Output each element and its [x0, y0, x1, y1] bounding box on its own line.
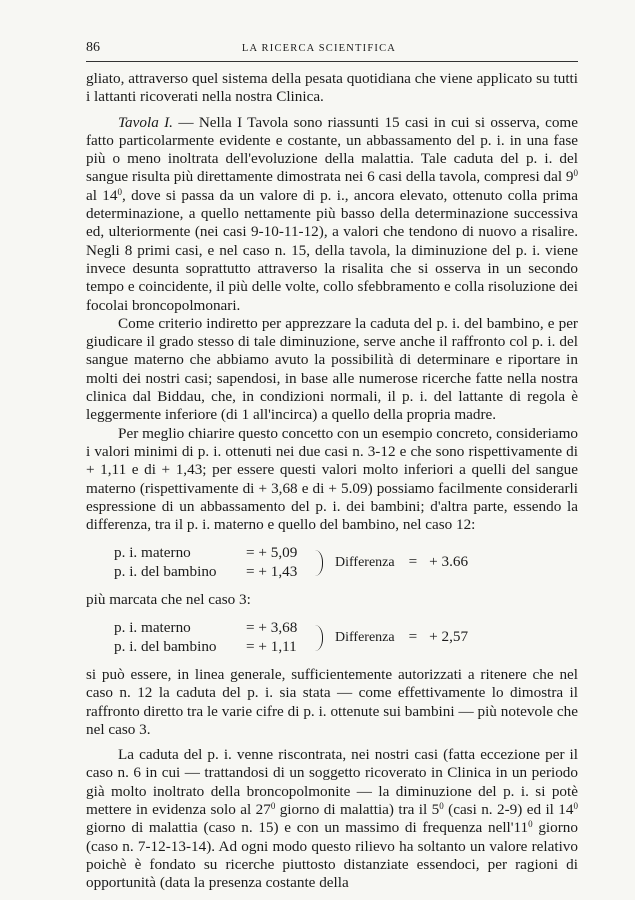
header-rule	[86, 61, 578, 62]
bambino-label: p. i. del bambino	[114, 562, 217, 580]
difference: Differenza = + 3.66	[335, 553, 469, 571]
page-number: 86	[86, 40, 100, 55]
paragraph-conclusione: si può essere, in linea generale, sufficientemente autorizzati a ritenere che nel caso n. 12 la caduta del p. i. sia stata — come effettivamente lo dimostra il raffronto diretto tra le varie cifre di p. i. ottenute sui bambini — più notevole che nel caso 3.	[86, 665, 578, 738]
comparison-case-3	[114, 619, 578, 656]
paragraph-caduta: La caduta del p. i. venne riscontrata, nei nostri casi (fatta eccezione per il caso n. 6 in cui — trattandosi di un soggetto ricoverato in Clinica in un periodo già molto inoltrato della broncopolmonite — la diminuzione del p. i. si potè mettere in evidenza solo al $27^0$ giorno di malattia) tra il $5^0$ (casi n. 2-9) ed il $14^0$ giorno di malattia (caso n. 15) e con un massimo di frequenza $nell'11^0$ giorno (caso n. 7-12-13-14). Ad ogni modo questo rilievo ha soltanto un valore relativo poichè è fondato su ricerche piuttosto distanziate essendoci, per ragioni di opportunità (data la presenza costante della	[86, 746, 578, 892]
materno-value: = + 5,09	[246, 544, 298, 562]
difference-label: Differenza	[335, 629, 395, 645]
body-text	[86, 70, 578, 892]
paragraph-criterio: Come criterio indiretto per apprezzare la caduta del p. i. del bambino, e per giudicare il grado stesso di tale diminuzione, serve anche il raffronto col p. i. del sangue materno che abbiamo avuto la possibilità di determinare e riportare in molti dei nostri casi; sapendosi, in base alle numerose ricerche fatte nella nostra clinica dal Biddau, che, in condizioni normali, il p. i. del lattante di regola è leggermente inferiore (di 1 all'incirca) a quello della propria madre.	[86, 314, 578, 424]
bambino-value: = + 1,43	[246, 562, 298, 580]
paragraph-continuation: gliato, attraverso quel sistema della pesata quotidiana che viene applicato su tutti i lattanti ricoverati nella nostra Clinica.	[86, 70, 578, 106]
running-title: LA RICERCA SCIENTIFICA	[241, 43, 397, 54]
difference-value: + 3.66	[429, 553, 469, 571]
brace-icon	[314, 550, 323, 576]
brace-icon	[314, 625, 323, 651]
comparison-case-12	[114, 544, 578, 581]
paragraph-caso-3: più marcata che nel caso 3:	[86, 591, 251, 609]
difference-label: Differenza	[335, 555, 395, 571]
materno-label: p. i. materno	[114, 544, 191, 562]
bambino-value: = + 1,11	[246, 637, 297, 655]
difference: Differenza = + 2,57	[335, 627, 469, 645]
page-header	[86, 40, 578, 56]
materno-label: p. i. materno	[114, 619, 191, 637]
paragraph-tavola-1: Tavola I. — Nella I Tavola sono riassunti 15 casi in cui si osserva, come fatto particolarmente evidente e costante, un abbassamento del p. i. in una fase più o meno inoltrata dell'evoluzione della malattia. Tale caduta del p. i. del sangue risulta più direttamente dimostrata nei 6 casi della tavola, compresi dal $9^0$ al $14^0$, dove si passa da un valore di p. i., ancora elevato, ottenuto colla prima determinazione, a quello nettamente più basso della determinazione successiva ed, ulteriormente (nei casi 9-10-11-12), a valori che tendono di nuovo a risalire. Negli 8 primi casi, e nel caso n. 15, della tavola, la diminuzione del p. i. viene invece desunta soprattutto attraverso la risalita che si osserva in un secondo tempo e coincidente, il più delle volte, collo sfebbramento e colla risoluzione dei focolai broncopolmonari.	[86, 113, 578, 314]
tavola-label: Tavola I.	[118, 113, 173, 131]
bambino-label: p. i. del bambino	[114, 637, 217, 655]
difference-value: + 2,57	[429, 627, 469, 645]
materno-value: = + 3,68	[246, 619, 298, 637]
paragraph-esempio: Per meglio chiarire questo concetto con un esempio concreto, consideriamo i valori minimi di p. i. ottenuti nei due casi n. 3-12 e che sono rispettivamente di + 1,11 e di + 1,43; per essere questi valori molto inferiori a quelli del sangue materno (rispettivamente di + 3,68 e di + 5.09) possiamo facilmente considerarli espressione di un abbassamento del p. i. dei bambini; d'altra parte, essendo la differenza, tra il p. i. materno e quello del bambino, nel caso 12:	[86, 424, 578, 534]
